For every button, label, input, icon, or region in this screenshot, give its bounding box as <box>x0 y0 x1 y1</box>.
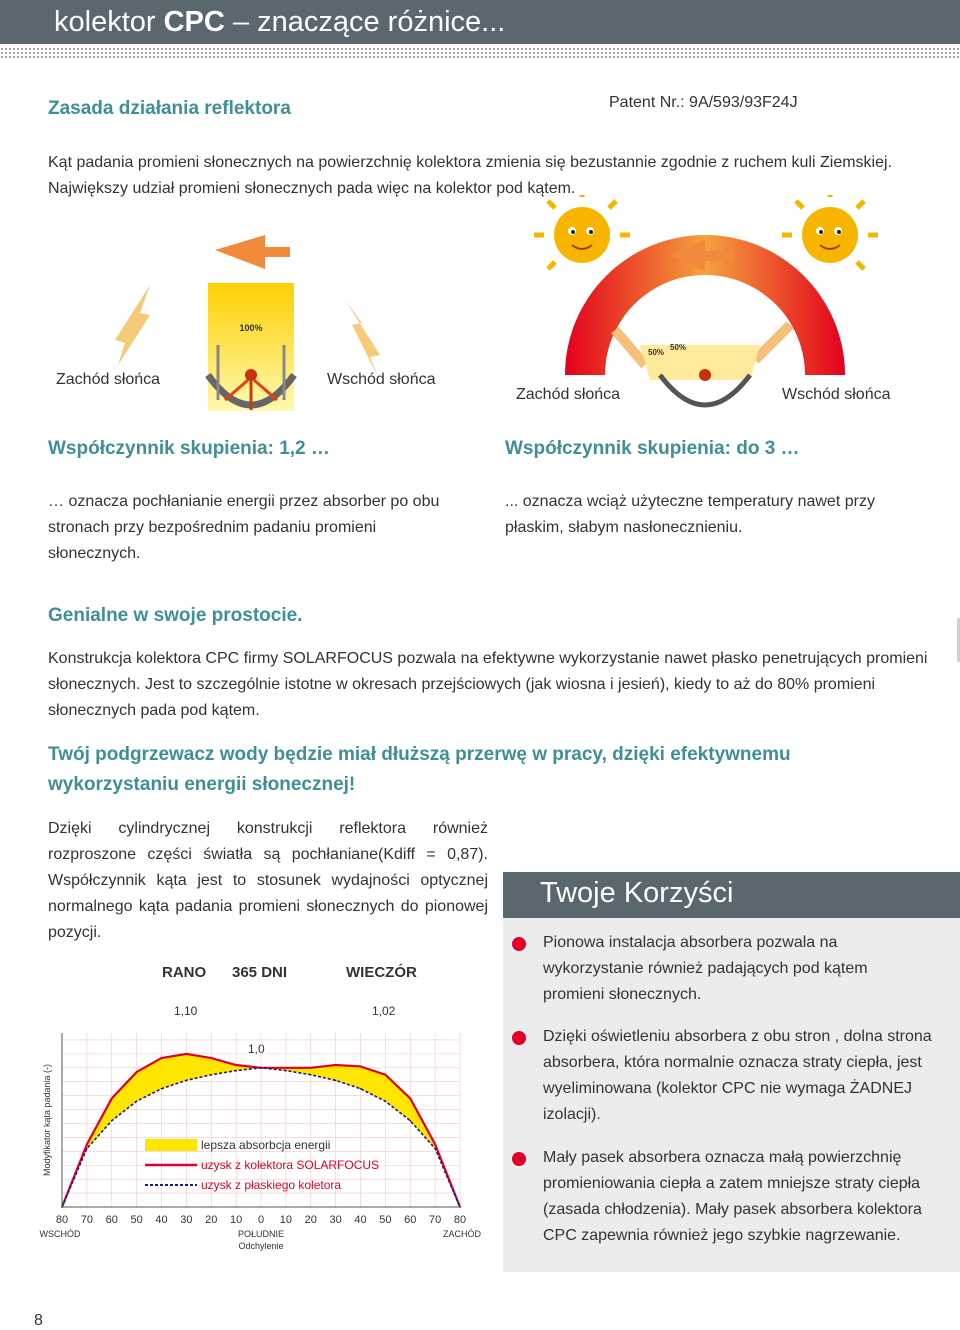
x-tick-label: 80 <box>453 1214 467 1226</box>
data-point <box>210 1057 212 1059</box>
concentration-right-text: ... oznacza wciąż użyteczne temperatury nawet przy płaskim, słabym nasłonecznieniu. <box>505 493 875 536</box>
data-point <box>235 1064 237 1066</box>
x-tick-label: 70 <box>80 1214 93 1226</box>
x-tick-label: 60 <box>105 1214 118 1226</box>
concentration-left-text: … oznacza pochłanianie energii przez absorber po obu stronach przy bezpośrednim padaniu promieni słonecznych. <box>48 493 440 562</box>
data-point <box>335 1080 337 1082</box>
data-point <box>186 1080 188 1082</box>
data-point <box>186 1053 188 1055</box>
right-sunrise-label: Wschód słońca <box>782 386 891 403</box>
chart-value-left: 1,10 <box>174 1004 198 1018</box>
x-right-label: ZACHÓD <box>443 1229 481 1239</box>
data-point <box>260 1067 262 1069</box>
x-tick-label: 50 <box>379 1214 392 1226</box>
data-point <box>136 1100 138 1102</box>
benefit-item-1: Pionowa instalacja absorbera pozwala na wykorzystanie również padających pod kątem promieni słonecznych. <box>543 934 868 1003</box>
page-title: kolektor CPC – znaczące różnice... <box>54 6 506 38</box>
data-point <box>385 1100 387 1102</box>
data-point <box>161 1088 163 1090</box>
section-heading-reflector: Zasada działania reflektora <box>48 98 291 119</box>
chart-label-morning: RANO <box>162 964 207 981</box>
data-point <box>335 1064 337 1066</box>
data-point <box>86 1148 88 1150</box>
x-tick-label: 10 <box>279 1214 292 1226</box>
data-point <box>136 1071 138 1073</box>
x-tick-label: 30 <box>329 1214 342 1226</box>
data-point <box>86 1144 88 1146</box>
x-tick-label: 30 <box>180 1214 193 1226</box>
intro-paragraph: Kąt padania promieni słonecznych na powierzchnię kolektora zmienia się bezustannie zgodnie z ruchem kuli Ziemskiej. Największy udział promieni słonecznych pada więc na kolektor pod kątem. <box>48 154 892 197</box>
data-point <box>434 1144 436 1146</box>
arrow-right-icon <box>345 300 380 377</box>
data-point <box>210 1074 212 1076</box>
highlight-text: Twój podgrzewacz wody będzie miał dłuższą przerwę w pracy, dzięki efektywnemu wykorzystaniu energii słonecznej! <box>48 744 791 795</box>
data-point <box>285 1070 287 1072</box>
data-point <box>235 1070 237 1072</box>
arrow-left-icon <box>115 285 150 365</box>
simplicity-paragraph: Konstrukcja kolektora CPC firmy SOLARFOCUS pozwala na efektywne wykorzystanie nawet płasko penetrujących promieni słonecznych. Jest to szczególnie istotne w okresach przejściowych (jak wiosna i jesień), kiedy to aż do 80% promieni słonecznych pada pod kątem. <box>48 650 928 719</box>
x-tick-label: 10 <box>230 1214 243 1226</box>
sun-left-icon <box>534 195 630 269</box>
data-point <box>111 1098 113 1100</box>
benefit-item-3: Mały pasek absorbera oznacza małą powierzchnię promieniowania ciepła a zatem mniejsze straty ciepła (zasada chłodzenia). Mały pasek absorbera kolektora CPC zapewnia również jego szybkie nagrzewanie. <box>543 1149 922 1244</box>
chart-value-mid: 1,0 <box>248 1042 265 1056</box>
data-point <box>409 1098 411 1100</box>
benefits-title: Twoje Korzyści <box>540 877 734 909</box>
page-number: 8 <box>34 1312 43 1329</box>
left-sunrise-label: Wschód słońca <box>327 371 436 388</box>
benefit-item-2: Dzięki oświetleniu absorbera z obu stron , dolna strona absorbera, która normalnie oznacza straty ciepła, jest wyeliminowana (kolektor CPC nie wymaga ŻADNEJ izolacji). <box>543 1028 932 1123</box>
legend-label: uzysk z płaskiego koletora <box>201 1178 342 1192</box>
cpc-vertical-diagram <box>100 225 420 425</box>
bullet-icon <box>512 1031 526 1045</box>
x-tick-label: 50 <box>130 1214 143 1226</box>
section-heading-simplicity: Genialne w swoje prostocie. <box>48 605 303 626</box>
data-point <box>409 1120 411 1122</box>
concentration-left-heading: Współczynnik skupienia: 1,2 … <box>48 438 330 459</box>
data-point <box>360 1066 362 1068</box>
x-tick-label: 20 <box>205 1214 218 1226</box>
bullet-icon <box>512 937 526 951</box>
legend-swatch <box>145 1139 197 1151</box>
data-point <box>360 1088 362 1090</box>
x-tick-label: 0 <box>257 1214 265 1226</box>
left-sunset-label: Zachód słońca <box>56 371 161 388</box>
x-tick-label: 40 <box>155 1214 168 1226</box>
sun-right-icon <box>782 195 878 269</box>
data-point <box>310 1067 312 1069</box>
legend-label: lepsza absorbcja energii <box>201 1138 331 1152</box>
incidence-angle-chart <box>30 1025 490 1260</box>
data-point <box>385 1074 387 1076</box>
x-tick-label: 20 <box>304 1214 317 1226</box>
x-tick-label: 40 <box>354 1214 367 1226</box>
data-point <box>111 1120 113 1122</box>
right-sunset-label: Zachód słońca <box>516 386 621 403</box>
x-mid-label: POŁUDNIE <box>237 1229 285 1239</box>
x-axis-title: Odchylenie <box>238 1241 284 1251</box>
dotted-divider <box>0 47 960 59</box>
bullet-icon <box>512 1152 526 1166</box>
svg-text:100%: 100% <box>239 323 263 333</box>
svg-text:50%: 50% <box>670 343 687 352</box>
patent-number: Patent Nr.: 9A/593/93F24J <box>609 94 798 111</box>
x-tick-label: 80 <box>55 1214 69 1226</box>
chart-label-evening: WIECZÓR <box>346 964 417 981</box>
y-axis-title: Modyfikator kąta padania (-) <box>42 1063 52 1177</box>
data-point <box>310 1074 312 1076</box>
data-point <box>161 1057 163 1059</box>
diffuse-paragraph: Dzięki cylindrycznej konstrukcji reflektora również rozproszone części światła są pochłaniane(Kdiff = 0,87). Współczynnik kąta jest to stosunek wydajności optycznej normalnego kąta padania promieni słonecznych do pionowej pozycji. <box>48 820 488 941</box>
svg-text:50%: 50% <box>648 348 665 357</box>
data-point <box>285 1067 287 1069</box>
data-point <box>434 1148 436 1150</box>
chart-label-days: 365 DNI <box>232 964 288 981</box>
x-tick-label: 70 <box>429 1214 442 1226</box>
chart-value-right: 1,02 <box>372 1004 396 1018</box>
x-tick-label: 60 <box>404 1214 417 1226</box>
x-left-label: WSCHÓD <box>39 1229 81 1239</box>
legend-label: uzysk z kolektora SOLARFOCUS <box>201 1158 380 1172</box>
arrow-top-icon <box>215 235 290 269</box>
concentration-right-heading: Współczynnik skupienia: do 3 … <box>505 438 800 459</box>
